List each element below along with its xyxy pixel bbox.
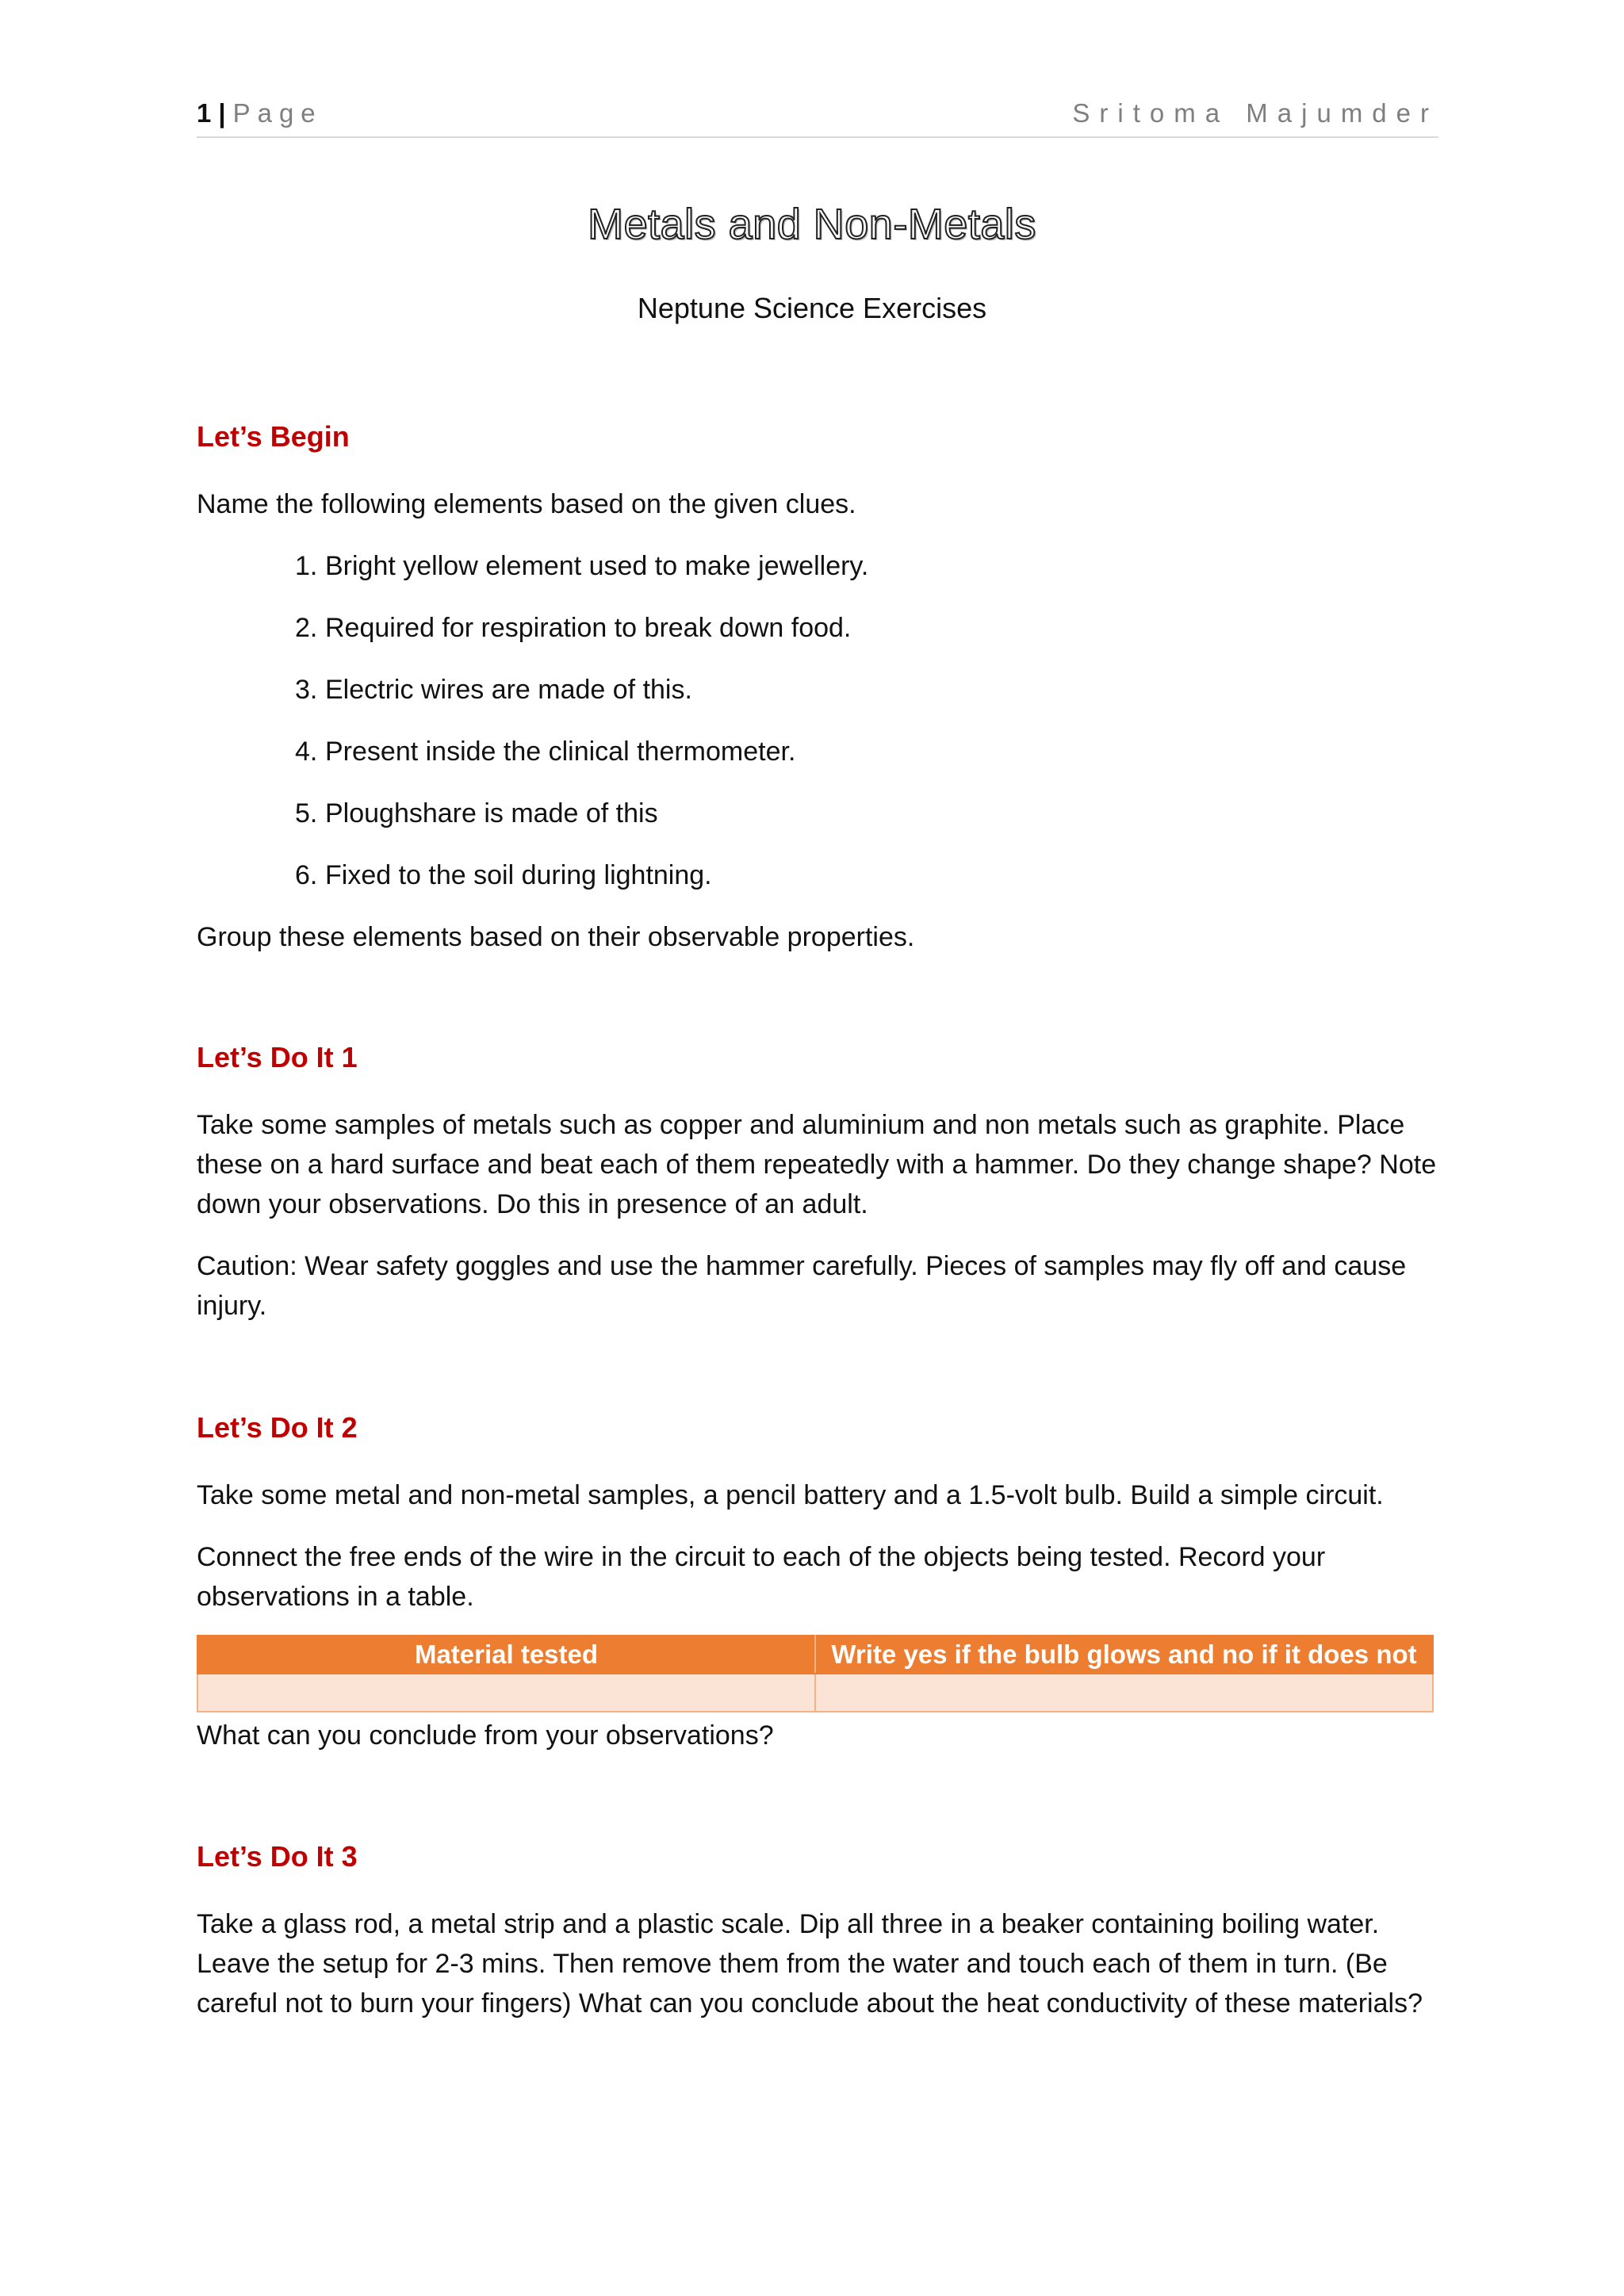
do1-paragraph: Take some samples of metals such as copper and aluminium and non metals such as graphite. Place these on a hard surface and beat each of them repeatedly with a hammer. Do they change shape? Note down your observations. Do this in presence of an adult.: [197, 1110, 1437, 1219]
observation-table: [197, 1635, 1434, 1712]
page-number: 1: [197, 98, 213, 128]
author-name: Sritoma Majumder: [1072, 98, 1438, 128]
table-header-row: [197, 1636, 1433, 1674]
clue-number: 1.: [295, 551, 318, 581]
clue-text: Fixed to the soil during lightning.: [325, 860, 712, 890]
clue-item: [295, 670, 692, 710]
clue-item: [295, 794, 658, 833]
clue-text: Required for respiration to break down food.: [325, 613, 852, 643]
clue-number: 4.: [295, 737, 318, 767]
clue-item: [295, 608, 851, 648]
do3-paragraph: Take a glass rod, a metal strip and a plastic scale. Dip all three in a beaker containing boiling water. Leave the setup for 2-3 mins. Then remove them from the water and touch each of them in turn. (Be careful not to burn your fingers) What can you conclude about the heat conductivity of these materials?: [197, 1909, 1423, 2019]
clue-number: 2.: [295, 613, 318, 643]
clue-number: 3.: [295, 675, 318, 705]
page-number-label: [197, 98, 323, 128]
table-row: [197, 1674, 1433, 1712]
column-header-material: Material tested: [197, 1636, 815, 1674]
document-title: Metals and Non-Metals: [588, 201, 1036, 248]
begin-intro: Name the following elements based on the given clues.: [197, 489, 856, 519]
table-cell-material[interactable]: [197, 1674, 815, 1712]
begin-outro: Group these elements based on their observable properties.: [197, 922, 915, 952]
do2-paragraph: Take some metal and non-metal samples, a pencil battery and a 1.5-volt bulb. Build a simple circuit.: [197, 1480, 1384, 1510]
clue-item: [295, 855, 712, 895]
page-header: [197, 94, 1438, 138]
section-heading-do3: Let’s Do It 3: [197, 1840, 358, 1873]
column-header-result: Write yes if the bulb glows and no if it does not: [815, 1636, 1433, 1674]
clue-text: Present inside the clinical thermometer.: [325, 737, 796, 767]
header-separator: |: [218, 98, 227, 128]
clue-text: Ploughshare is made of this: [325, 798, 658, 828]
clue-item: [295, 546, 868, 586]
page-label: Page: [232, 98, 323, 128]
clue-item: [295, 732, 795, 771]
do2-question: What can you conclude from your observations?: [197, 1720, 774, 1751]
clue-text: Electric wires are made of this.: [325, 675, 692, 705]
document-subtitle: Neptune Science Exercises: [637, 292, 987, 324]
do1-caution: Caution: Wear safety goggles and use the hammer carefully. Pieces of samples may fly off and cause injury.: [197, 1251, 1407, 1321]
clue-number: 5.: [295, 798, 318, 828]
table-cell-result[interactable]: [815, 1674, 1433, 1712]
clue-number: 6.: [295, 860, 318, 890]
section-heading-do2: Let’s Do It 2: [197, 1411, 358, 1444]
section-heading-do1: Let’s Do It 1: [197, 1041, 358, 1073]
clue-text: Bright yellow element used to make jewellery.: [325, 551, 869, 581]
do2-instructions: Connect the free ends of the wire in the circuit to each of the objects being tested. Record your observations in a table.: [197, 1542, 1326, 1612]
section-heading-begin: Let’s Begin: [197, 420, 350, 453]
